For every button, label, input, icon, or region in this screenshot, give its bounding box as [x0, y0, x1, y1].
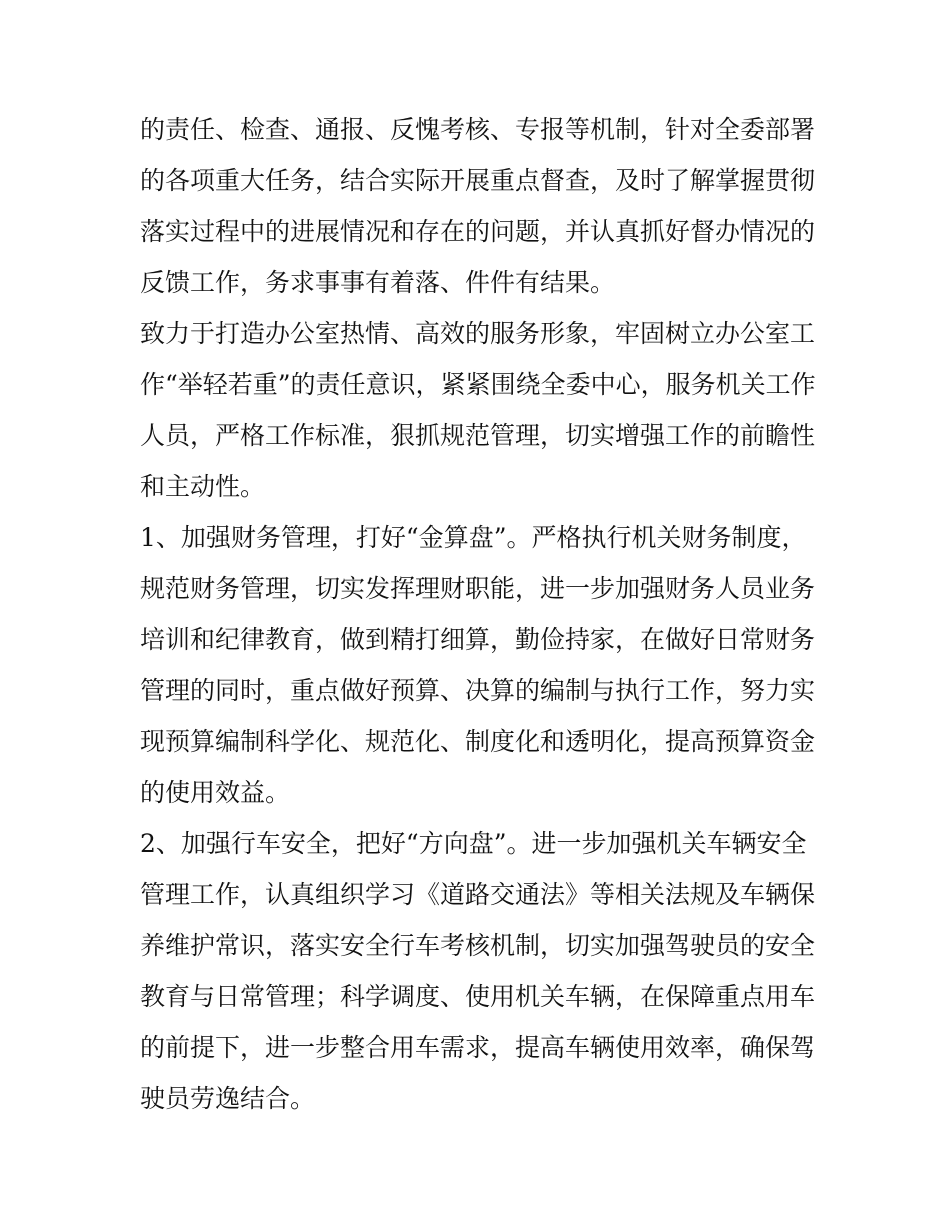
text-line: 规范财务管理，切实发挥理财职能，进一步加强财务人员业务: [140, 574, 816, 603]
text-line: 的使用效益。: [140, 778, 291, 807]
text-line: 反馈工作，务求事事有着落、件件有结果。: [140, 268, 616, 297]
text-line: 作“举轻若重”的责任意识，紧紧围绕全委中心，服务机关工作: [140, 370, 816, 399]
text-line: 现预算编制科学化、规范化、制度化和透明化，提高预算资金: [140, 727, 816, 756]
text-line: 致力于打造办公室热情、高效的服务形象，牢固树立办公室工: [140, 319, 816, 348]
text-line: 的各项重大任务，结合实际开展重点督查，及时了解掌握贯彻: [140, 166, 816, 195]
text-line: 管理的同时，重点做好预算、决算的编制与执行工作，努力实: [140, 676, 816, 705]
text-line: 驶员劳逸结合。: [140, 1084, 316, 1113]
text-line: 的前提下，进一步整合用车需求，提高车辆使用效率，确保驾: [140, 1033, 816, 1062]
text-line: 和主动性。: [140, 472, 266, 501]
text-line: 落实过程中的进展情况和存在的问题，并认真抓好督办情况的: [140, 217, 816, 246]
text-line: 人员，严格工作标准，狠抓规范管理，切实增强工作的前瞻性: [140, 421, 816, 450]
text-line: 1、加强财务管理，打好“金算盘”。严格执行机关财务制度，: [140, 523, 807, 552]
text-line: 培训和纪律教育，做到精打细算，勤俭持家，在做好日常财务: [140, 625, 816, 654]
text-line: 教育与日常管理；科学调度、使用机关车辆，在保障重点用车: [140, 982, 816, 1011]
text-line: 的责任、检查、通报、反愧考核、专报等机制，针对全委部署: [140, 115, 816, 144]
text-line: 管理工作，认真组织学习《道路交通法》等相关法规及车辆保: [140, 880, 816, 909]
text-line: 养维护常识，落实安全行车考核机制，切实加强驾驶员的安全: [140, 931, 816, 960]
text-line: 2、加强行车安全，把好“方向盘”。进一步加强机关车辆安全: [140, 829, 807, 858]
document-body: [140, 104, 815, 1124]
